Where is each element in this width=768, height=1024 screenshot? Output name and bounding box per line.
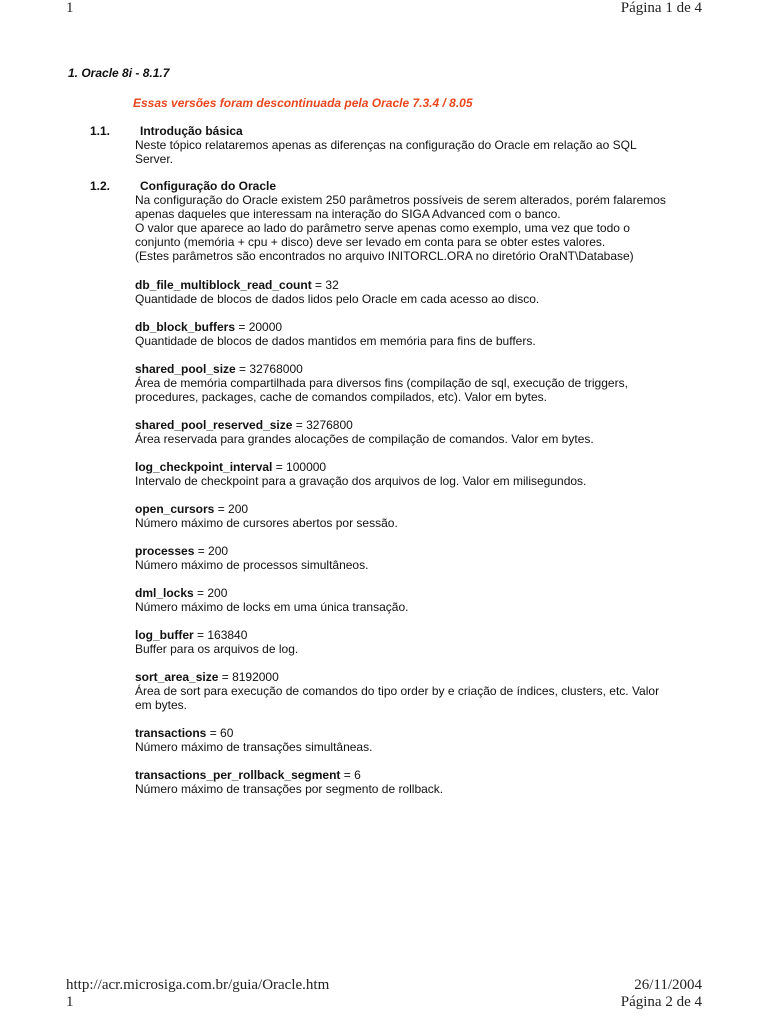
parameter-name: transactions: [135, 726, 207, 740]
parameter-value: = 200: [194, 544, 229, 558]
parameter-name: shared_pool_reserved_size: [135, 418, 293, 432]
parameter-value: = 20000: [235, 320, 283, 334]
parameter-entry: [135, 670, 705, 712]
parameter-description: Número máximo de transações por segmento de rollback.: [135, 782, 444, 796]
parameter-name: db_block_buffers: [135, 320, 236, 334]
parameter-name: transactions_per_rollback_segment: [135, 768, 341, 782]
subsection-body: [135, 138, 637, 166]
subsection-number: 1.2.: [90, 179, 111, 193]
section-title: 1. Oracle 8i - 8.1.7: [68, 66, 170, 80]
parameter-description: Número máximo de locks em uma única transação.: [135, 600, 409, 614]
parameter-entry: [135, 544, 705, 572]
parameter-description: Número máximo de cursores abertos por sessão.: [135, 516, 398, 530]
parameter-description: Número máximo de processos simultâneos.: [135, 558, 369, 572]
subsection-number: 1.1.: [90, 124, 111, 138]
page-number-left-bottom: 1: [66, 994, 74, 1010]
parameter-value: = 163840: [193, 628, 248, 642]
parameter-description: Área de memória compartilhada para diversos fins (compilação de sql, execução de triggers,: [135, 376, 628, 390]
parameter-name: open_cursors: [135, 502, 215, 516]
body-line: conjunto (memória + cpu + disco) deve ser levado em conta para se obter estes valores.: [135, 235, 606, 249]
parameter-description: Área de sort para execução de comandos do tipo order by e criação de índices, clusters, etc. Valor: [135, 684, 660, 698]
parameter-name: log_checkpoint_interval: [135, 460, 273, 474]
discontinued-warning: Essas versões foram descontinuada pela Oracle 7.3.4 / 8.05: [133, 96, 473, 110]
parameter-entry: [135, 628, 705, 656]
parameter-entry: [135, 586, 705, 614]
parameter-description: Quantidade de blocos de dados lidos pelo Oracle em cada acesso ao disco.: [135, 292, 540, 306]
subsection-heading: Configuração do Oracle: [140, 179, 277, 193]
parameter-value: = 8192000: [218, 670, 279, 684]
parameter-entry: [135, 320, 705, 348]
parameter-value: = 60: [206, 726, 234, 740]
parameter-description: procedures, packages, cache de comandos compilados, etc). Valor em bytes.: [135, 390, 547, 404]
page-counter-bottom: Página 2 de 4: [620, 994, 702, 1010]
parameter-value: = 100000: [272, 460, 327, 474]
parameter-description: Quantidade de blocos de dados mantidos em memória para fins de buffers.: [135, 334, 536, 348]
parameter-description: Buffer para os arquivos de log.: [135, 642, 299, 656]
body-line: (Estes parâmetros são encontrados no arquivo INITORCL.ORA no diretório OraNT\Database): [135, 249, 634, 263]
parameter-name: log_buffer: [135, 628, 194, 642]
parameter-value: = 200: [214, 502, 249, 516]
parameter-value: = 32: [311, 278, 339, 292]
parameter-name: sort_area_size: [135, 670, 219, 684]
parameter-value: = 200: [193, 586, 228, 600]
parameter-list: [135, 278, 705, 810]
parameter-value: = 6: [340, 768, 361, 782]
source-url[interactable]: http://acr.microsiga.com.br/guia/Oracle.htm: [66, 977, 330, 993]
parameter-entry: [135, 726, 705, 754]
page-counter-top: Página 1 de 4: [620, 0, 702, 16]
parameter-name: db_file_multiblock_read_count: [135, 278, 312, 292]
parameter-entry: [135, 278, 705, 306]
body-line: Na configuração do Oracle existem 250 parâmetros possíveis de serem alterados, porém falaremos: [135, 193, 666, 207]
parameter-name: shared_pool_size: [135, 362, 236, 376]
body-line: Neste tópico relataremos apenas as diferenças na configuração do Oracle em relação ao SQL: [135, 138, 637, 152]
body-line: Server.: [135, 152, 174, 166]
parameter-value: = 32768000: [235, 362, 303, 376]
parameter-entry: [135, 768, 705, 796]
body-line: O valor que aparece ao lado do parâmetro serve apenas como exemplo, uma vez que todo o: [135, 221, 630, 235]
parameter-entry: [135, 460, 705, 488]
parameter-description: Intervalo de checkpoint para a gravação dos arquivos de log. Valor em milisegundos.: [135, 474, 587, 488]
print-date: 26/11/2004: [634, 977, 702, 993]
subsection-heading: Introdução básica: [140, 124, 243, 138]
parameter-entry: [135, 418, 705, 446]
parameter-entry: [135, 362, 705, 404]
parameter-name: processes: [135, 544, 195, 558]
parameter-description: em bytes.: [135, 698, 188, 712]
parameter-value: = 3276800: [292, 418, 353, 432]
parameter-name: dml_locks: [135, 586, 194, 600]
parameter-description: Número máximo de transações simultâneas.: [135, 740, 373, 754]
parameter-description: Área reservada para grandes alocações de compilação de comandos. Valor em bytes.: [135, 432, 594, 446]
body-line: apenas daqueles que interessam na interação do SIGA Advanced com o banco.: [135, 207, 561, 221]
subsection-body: [135, 193, 666, 263]
page-number-left: 1: [66, 0, 74, 16]
parameter-entry: [135, 502, 705, 530]
